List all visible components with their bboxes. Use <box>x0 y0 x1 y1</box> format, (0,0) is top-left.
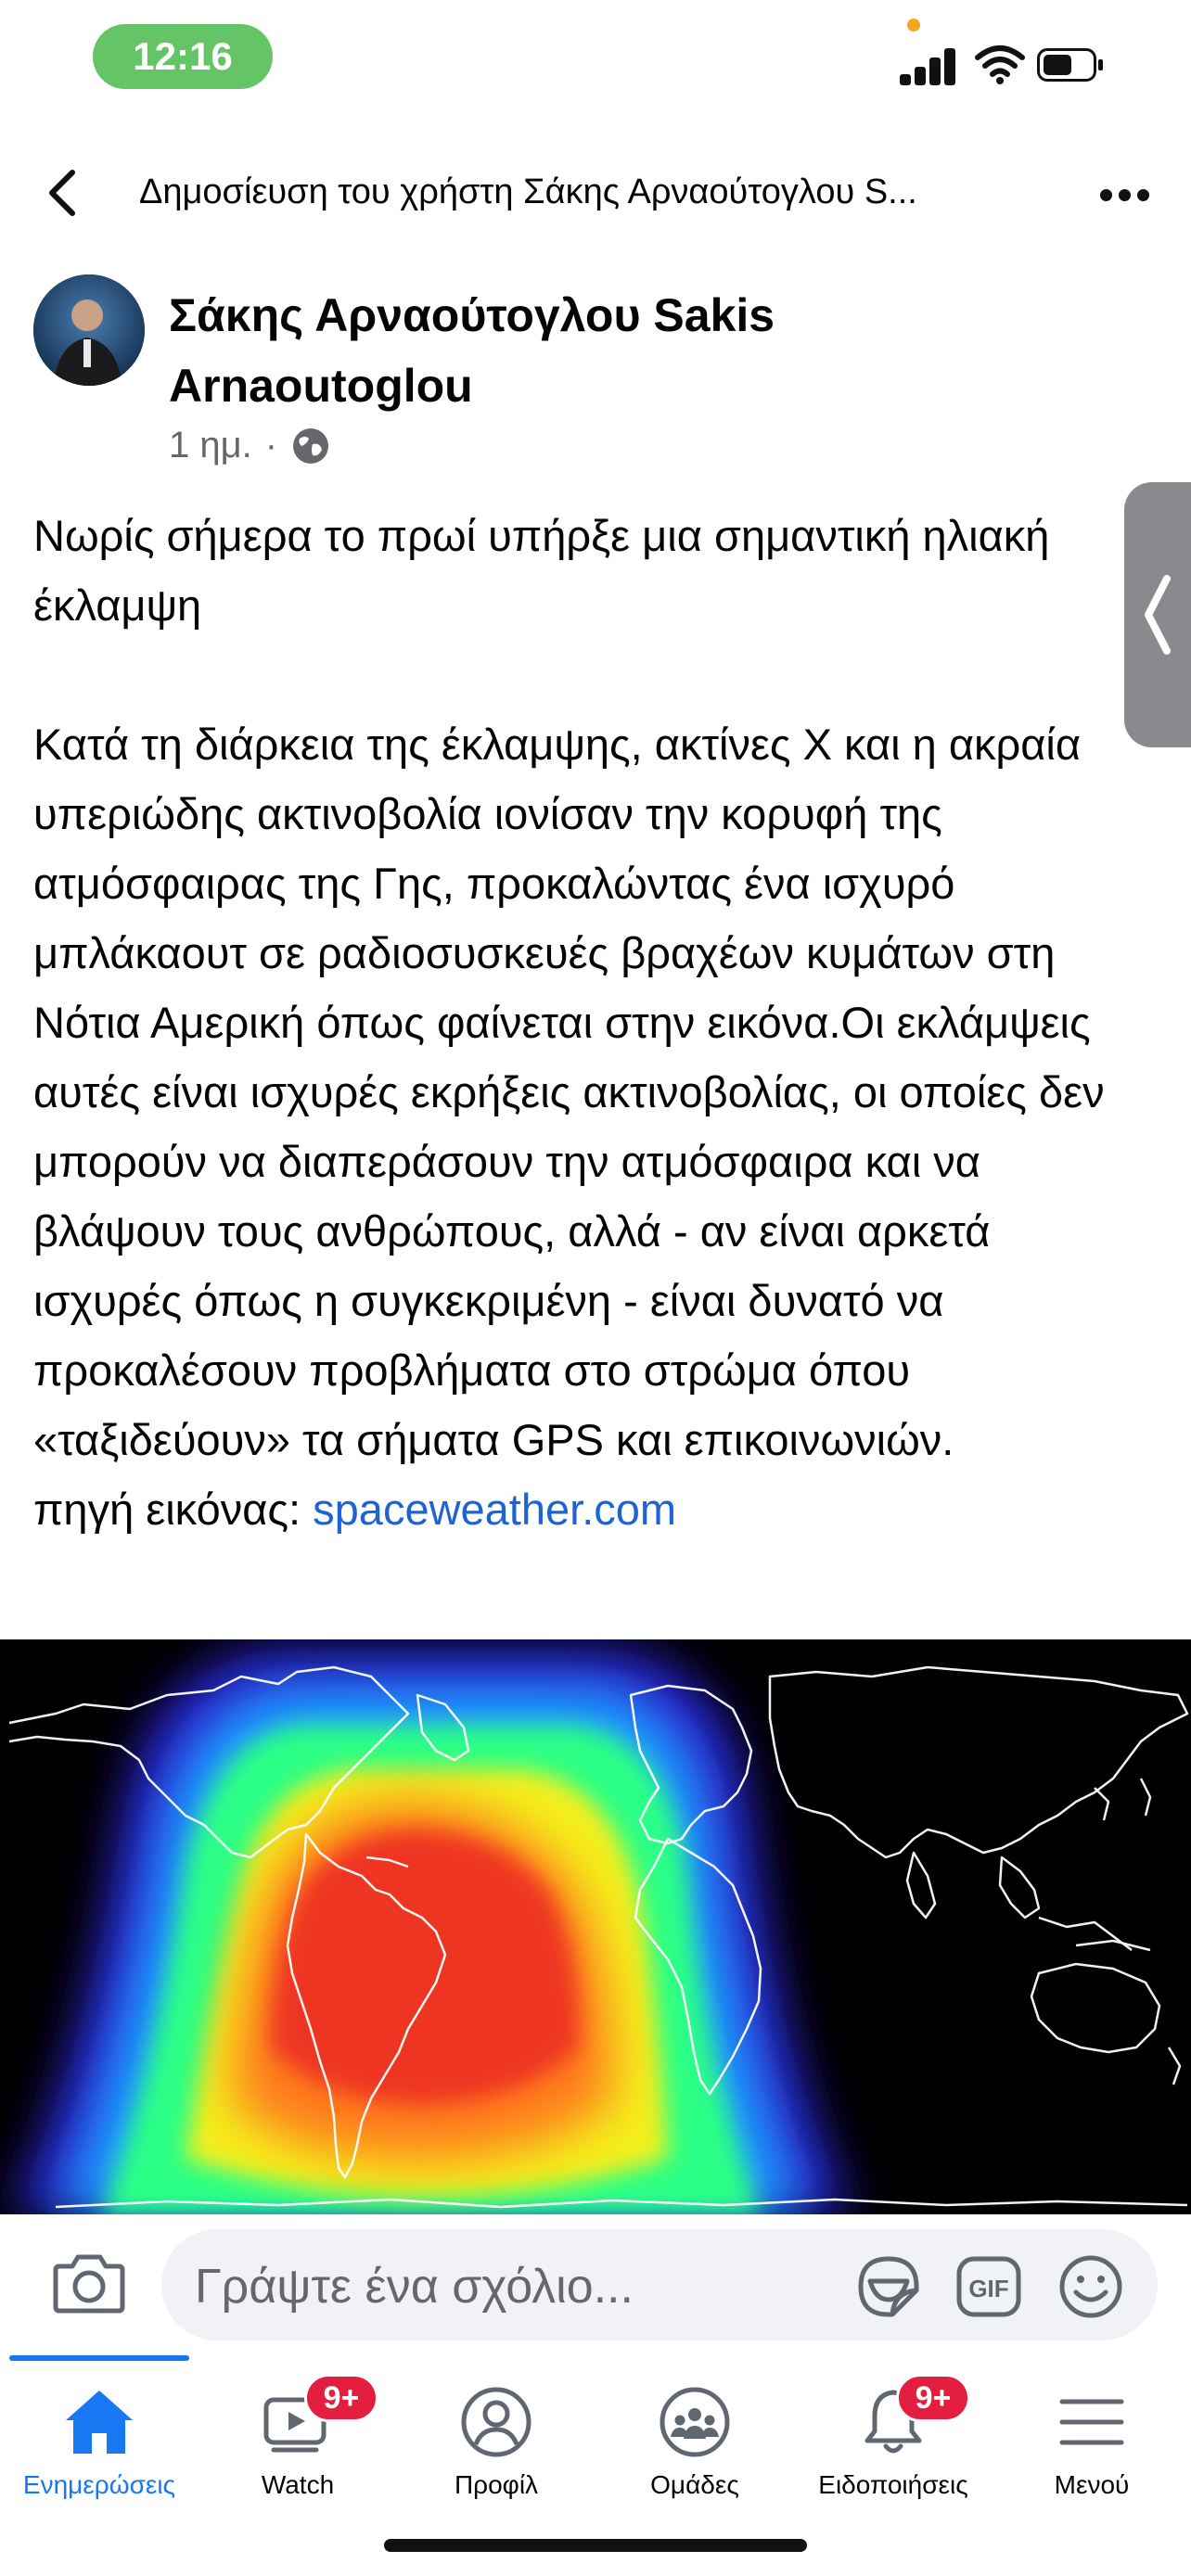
tab-news-feed[interactable] <box>0 2374 198 2513</box>
sticker-icon[interactable] <box>855 2253 922 2320</box>
tab-label: Ενημερώσεις <box>22 2470 176 2499</box>
privacy-indicator-dot <box>907 19 920 32</box>
author-name[interactable]: Σάκης Αρναούτογλου Sakis Arnaoutoglou <box>169 289 775 412</box>
back-icon[interactable] <box>43 167 83 219</box>
meta-separator: · <box>264 425 278 465</box>
tab-profile[interactable] <box>397 2374 596 2513</box>
tab-label: Προφίλ <box>454 2470 539 2499</box>
groups-icon <box>658 2385 732 2459</box>
header-title: Δημοσίευση του χρήστη Σάκης Αρναούτογλου S... <box>139 172 917 211</box>
active-tab-indicator <box>9 2355 189 2361</box>
comment-placeholder: Γράψτε ένα σχόλιο... <box>195 2260 634 2314</box>
tab-menu[interactable] <box>992 2374 1191 2513</box>
camera-icon[interactable] <box>52 2250 126 2315</box>
watch-badge: 9+ <box>304 2374 378 2422</box>
status-time: 12:16 <box>93 24 273 89</box>
post-image-radio-blackout-map[interactable] <box>0 1639 1191 2214</box>
chevron-left-icon <box>1141 575 1172 655</box>
tab-groups[interactable] <box>596 2374 794 2513</box>
side-drawer-handle[interactable] <box>1124 482 1191 747</box>
post-paragraph-1: Νωρίς σήμερα το πρωί υπήρξε μια σημαντική ηλιακή έκλαμψη <box>33 511 1050 630</box>
battery-icon <box>1037 48 1104 82</box>
post-source <box>33 1474 1128 1544</box>
menu-icon <box>1055 2385 1129 2459</box>
post-paragraph-2: Κατά τη διάρκεια της έκλαμψης, ακτίνες Χ και η ακραία υπεριώδης ακτινοβολία ιονίσαν την κορυφή της ατμόσφαιρας της Γης, προκαλώντας ένα ισχυρό μπλάκαουτ σε ραδιοσυσκευές βραχέων κυμάτων στη Νότια Αμερική όπως φαίνεται στην εικόνα.Οι εκλάμψεις αυτές είναι ισχυρές εκρήξεις ακτινοβολίας, οι οποίες δεν μπορούν να διαπεράσουν την ατμόσφαιρα και να βλάψουν τους ανθρώπους, αλλά - αν είναι αρκετά ισχυρές όπως η συγκεκριμένη - είναι δυνατό να προκαλέσουν προβλήματα στο στρώμα όπου «ταξιδεύουν» τα σήματα GPS και επικοινωνιών. <box>33 720 1105 1464</box>
tab-label: Ειδοποιήσεις <box>818 2470 968 2499</box>
cellular-signal-icon <box>900 46 957 85</box>
tab-label: Μενού <box>1054 2470 1130 2499</box>
tab-label: Watch <box>261 2470 335 2499</box>
wifi-icon <box>974 45 1026 85</box>
home-indicator[interactable] <box>384 2539 807 2552</box>
tab-notifications[interactable] <box>794 2374 992 2513</box>
author-avatar[interactable] <box>33 274 145 386</box>
tab-watch[interactable] <box>198 2374 397 2513</box>
source-prefix: πηγή εικόνας: <box>33 1485 314 1534</box>
post-text <box>33 501 1128 1544</box>
more-options-icon[interactable] <box>1100 189 1148 202</box>
post-time[interactable]: 1 ημ. <box>169 425 252 465</box>
emoji-icon[interactable] <box>1057 2253 1124 2320</box>
profile-icon <box>459 2385 533 2459</box>
svg-text:GIF: GIF <box>968 2275 1009 2302</box>
notifications-badge: 9+ <box>896 2374 970 2422</box>
globe-icon <box>290 426 331 466</box>
tab-label: Ομάδες <box>650 2470 739 2499</box>
gif-icon[interactable] <box>955 2255 1022 2318</box>
post-meta <box>169 425 331 466</box>
home-icon <box>62 2385 136 2459</box>
source-link[interactable]: spaceweather.com <box>313 1485 677 1534</box>
